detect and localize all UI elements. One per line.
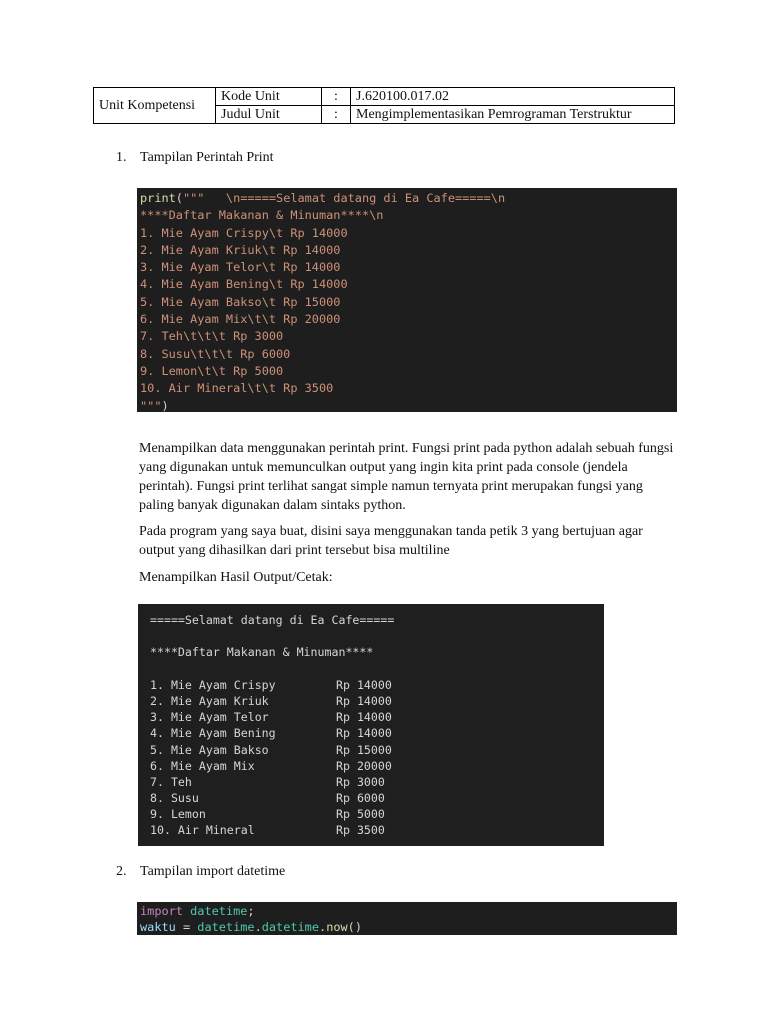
menu-item-price: Rp 15000 [336,742,392,757]
parens: () [347,920,362,934]
section-1-title: Tampilan Perintah Print [140,150,274,165]
separator: : [322,106,351,124]
import-keyword: import [140,904,183,918]
unit-table [93,87,675,124]
menu-item-price: Rp 20000 [336,758,392,773]
output-menu-item [150,822,604,838]
menu-item-price: Rp 14000 [336,710,392,725]
section-1-heading [116,150,274,166]
code-line: 1. Mie Ayam Crispy\t Rp 14000 [140,225,348,240]
output-items [150,677,604,839]
output-title-line: =====Selamat datang di Ea Cafe===== [150,613,395,627]
menu-item-name: 3. Mie Ayam Telor [150,710,269,725]
menu-item-price: Rp 5000 [336,807,385,822]
output-menu-item [150,790,604,806]
module-name: datetime [197,920,255,934]
code-line: 2. Mie Ayam Kriuk\t Rp 14000 [140,242,341,257]
code-line [140,919,677,935]
output-console [138,604,604,846]
dot: . [254,920,262,934]
code-text: """ \n=====Selamat datang di Ea Cafe=====\n [182,191,506,205]
blank-line [150,628,604,644]
kode-unit-label: Kode Unit [216,88,322,106]
output-menu-item [150,709,604,725]
kode-unit-value: J.620100.017.02 [351,88,675,106]
output-menu-item [150,693,604,709]
paren: ) [161,398,169,413]
dot: . [319,920,327,934]
section-2-title: Tampilan import datetime [140,864,286,879]
assign-operator: = [175,920,198,934]
semicolon: ; [247,904,255,918]
code-line: 3. Mie Ayam Telor\t Rp 14000 [140,260,341,275]
menu-item-name: 2. Mie Ayam Kriuk [150,693,269,708]
paren: ( [175,191,183,205]
code-text: """ [140,398,162,413]
code-line: 9. Lemon\t\t Rp 5000 [140,363,284,378]
menu-item-price: Rp 6000 [336,791,385,806]
code-line [140,903,677,919]
section-2-heading [116,864,285,880]
code-line: 6. Mie Ayam Mix\t\t Rp 20000 [140,312,341,327]
menu-item-name: 4. Mie Ayam Bening [150,726,276,741]
module-name: datetime [190,904,248,918]
menu-item-price: Rp 3500 [336,823,385,838]
blank-line [150,661,604,677]
output-menu-item [150,774,604,790]
paragraph-description: Menampilkan data menggunakan perintah print. Fungsi print pada python adalah sebuah fungsi yang digunakan untuk memunculkan output yang ingin kita print pada console (jendela perintah). Fungsi print terlihat sangat simple namun ternyata print merupakan fungsi yang paling banyak digunakan dalam sintaks python. [139,441,674,513]
code-line [140,398,677,415]
menu-item-price: Rp 14000 [336,677,392,692]
print-keyword: print [140,191,176,205]
output-menu-item [150,725,604,741]
table-row [94,88,675,106]
output-menu-item [150,758,604,774]
judul-unit-label: Judul Unit [216,106,322,124]
menu-item-price: Rp 3000 [336,774,385,789]
output-subtitle-line: ****Daftar Makanan & Minuman**** [150,645,374,660]
menu-item-name: 5. Mie Ayam Bakso [150,742,269,757]
variable-name: waktu [140,920,176,934]
separator: : [322,88,351,106]
code-line: 8. Susu\t\t\t Rp 6000 [140,346,291,361]
datetime-code-block [137,902,677,935]
section-1-number: 1. [116,150,127,165]
menu-item-price: Rp 14000 [336,693,392,708]
code-line: 5. Mie Ayam Bakso\t Rp 15000 [140,294,341,309]
output-menu-item [150,806,604,822]
code-line: 7. Teh\t\t\t Rp 3000 [140,329,284,344]
code-line: 4. Mie Ayam Bening\t Rp 14000 [140,277,348,292]
print-code-block [137,188,677,412]
output-menu-item [150,742,604,758]
output-menu-item [150,677,604,693]
judul-unit-value: Mengimplementasikan Pemrograman Terstruktur [351,106,675,124]
menu-item-name: 7. Teh [150,774,192,789]
paragraph-output-label: Menampilkan Hasil Output/Cetak: [139,570,333,585]
code-line: 10. Air Mineral\t\t Rp 3500 [140,381,334,396]
code-line [140,190,677,207]
menu-item-name: 1. Mie Ayam Crispy [150,677,276,692]
menu-item-name: 6. Mie Ayam Mix [150,758,255,773]
section-2-number: 2. [116,864,127,879]
function-name: now [326,920,348,934]
class-name: datetime [261,920,320,934]
menu-item-name: 9. Lemon [150,807,206,822]
paragraph-multiline: Pada program yang saya buat, disini saya menggunakan tanda petik 3 yang bertujuan agar output yang dihasilkan dari print tersebut bisa multiline [139,524,643,558]
menu-item-price: Rp 14000 [336,726,392,741]
menu-item-name: 10. Air Mineral [150,823,255,838]
menu-item-name: 8. Susu [150,791,199,806]
code-line: ****Daftar Makanan & Minuman****\n [140,208,384,223]
unit-kompetensi-label: Unit Kompetensi [94,88,216,124]
